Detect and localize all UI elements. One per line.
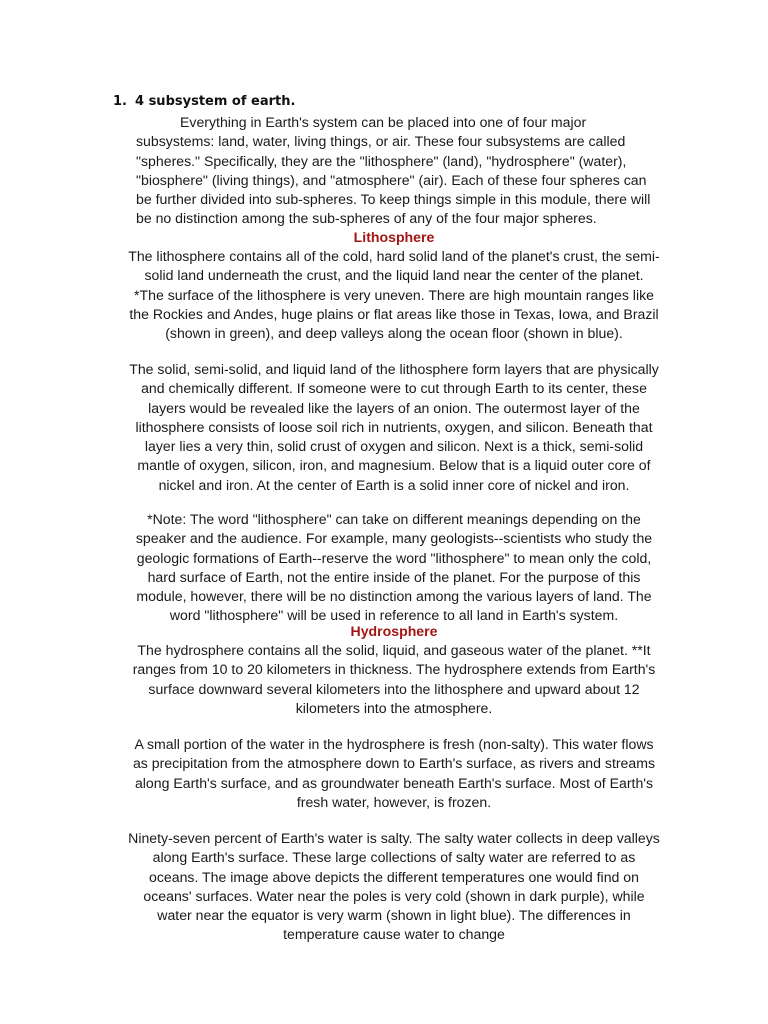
hydrosphere-paragraph-2: A small portion of the water in the hydrosphere is fresh (non-salty). This water flows as precipitation from the atmosphere down to Earth's surface, as rivers and streams along Earth's surface, and as groundwater beneath Earth's surface. Most of Earth's fresh water, however, is frozen.	[132, 736, 656, 810]
hydrosphere-paragraph-1: The hydrosphere contains all the solid, liquid, and gaseous water of the planet. **It ranges from 10 to 20 kilometers in thickness. The hydrosphere extends from Earth's surface downward several kilometers into the lithosphere and upward about 12 kilometers into the atmosphere.	[132, 642, 656, 716]
list-title: 4 subsystem of earth.	[135, 94, 296, 109]
list-number: 1.	[113, 94, 127, 109]
lithosphere-paragraph-2: The solid, semi-solid, and liquid land of the lithosphere form layers that are physically and chemically different. If someone were to cut through Earth to its center, these layers would be revealed like the layers of an onion. The outermost layer of the lithosphere consists of loose soil rich in nutrients, oxygen, and silicon. Beneath that layer lies a very thin, solid crust of oxygen and silicon. Next is a thick, semi-solid mantle of oxygen, silicon, iron, and magnesium. Below that is a liquid outer core of nickel and iron. At the center of Earth is a solid inner core of nickel and iron.	[129, 361, 659, 493]
list-heading	[113, 94, 295, 110]
intro-paragraph: Everything in Earth's system can be placed into one of four major subsystems: land, water, living things, or air. These four subsystems are called "spheres." Specifically, they are the "lithosphere" (land), "hydrosphere" (water), "biosphere" (living things), and "atmosphere" (air). Each of these four spheres can be further divided into sub-spheres. To keep things simple in this module, there will be no distinction among the sub-spheres of any of the four major spheres.	[136, 114, 651, 227]
lithosphere-heading: Lithosphere	[353, 229, 435, 245]
lithosphere-note-paragraph: *Note: The word "lithosphere" can take on different meanings depending on the speaker and the audience. For example, many geologists--scientists who study the geologic formations of Earth--reserve the word "lithosphere" to mean only the cold, hard surface of Earth, not the entire inside of the planet. For the purpose of this module, however, there will be no distinction among the various layers of land. The word "lithosphere" will be used in reference to all land in Earth's system.	[135, 511, 653, 624]
hydrosphere-heading: Hydrosphere	[350, 623, 438, 639]
hydrosphere-paragraph-3: Ninety-seven percent of Earth's water is salty. The salty water collects in deep valleys along Earth's surface. These large collections of salty water are referred to as oceans. The image above depicts the different temperatures one would find on oceans' surfaces. Water near the poles is very cold (shown in dark purple), while water near the equator is very warm (shown in light blue). The differences in temperature cause water to change	[128, 830, 660, 943]
lithosphere-paragraph-1: The lithosphere contains all of the cold, hard solid land of the planet's crust, the semi-solid land underneath the crust, and the liquid land near the center of the planet. *The surface of the lithosphere is very uneven. There are high mountain ranges like the Rockies and Andes, huge plains or flat areas like those in Texas, Iowa, and Brazil (shown in green), and deep valleys along the ocean floor (shown in blue).	[128, 248, 660, 342]
